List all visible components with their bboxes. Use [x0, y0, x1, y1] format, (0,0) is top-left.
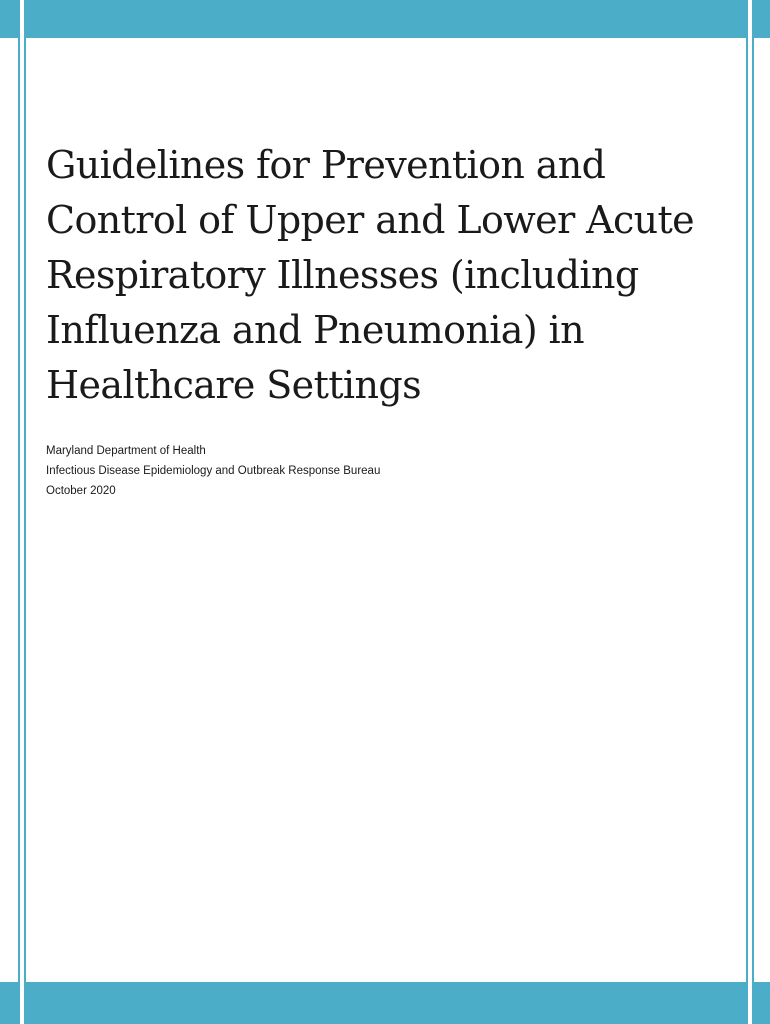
document-title — [46, 138, 736, 413]
organization-name: Maryland Department of Health — [46, 445, 206, 457]
document-metadata — [46, 441, 646, 501]
bottom-footer-band — [26, 982, 746, 1024]
title-line: Control of Upper and Lower Acute — [46, 198, 695, 242]
title-line: Healthcare Settings — [46, 363, 421, 407]
title-line: Guidelines for Prevention and — [46, 143, 606, 187]
title-line: Respiratory Illnesses (including — [46, 253, 639, 297]
top-header-band — [26, 0, 746, 38]
right-border-rule — [752, 0, 754, 1024]
bottom-right-band — [754, 982, 770, 1024]
bureau-name: Infectious Disease Epidemiology and Outbreak Response Bureau — [46, 465, 381, 477]
top-right-band — [754, 0, 770, 38]
left-border-rule-inner — [24, 0, 26, 1024]
title-line: Influenza and Pneumonia) in — [46, 308, 584, 352]
top-left-band — [0, 0, 18, 38]
bottom-left-band — [0, 982, 18, 1024]
publication-date: October 2020 — [46, 485, 116, 497]
right-border-rule-inner — [746, 0, 748, 1024]
left-border-rule — [18, 0, 20, 1024]
